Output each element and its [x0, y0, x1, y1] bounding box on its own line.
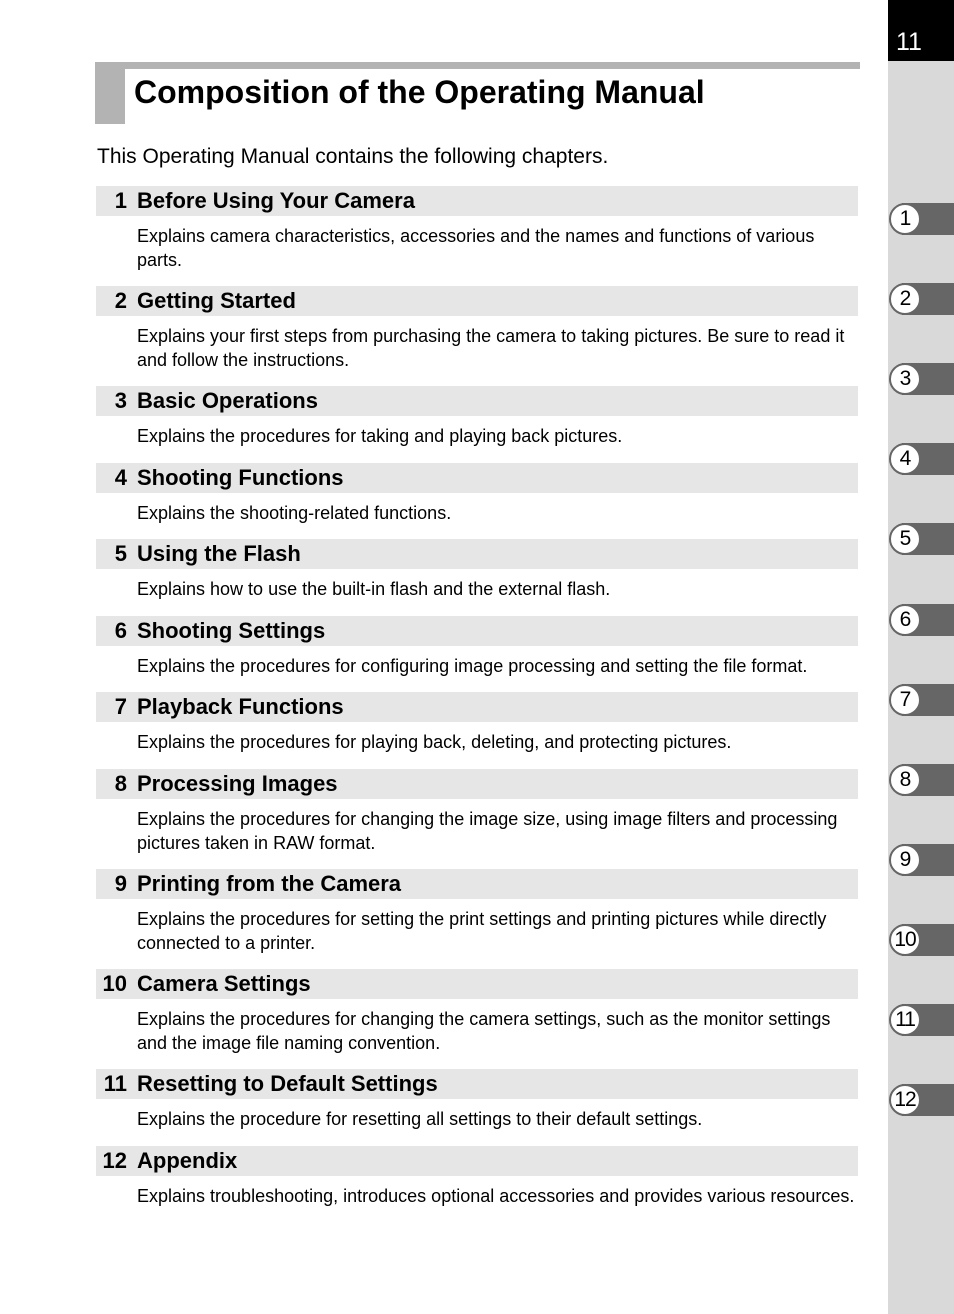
chapter-title: Shooting Settings	[137, 618, 326, 643]
chapter-heading	[96, 186, 858, 216]
chapter-heading	[96, 1069, 858, 1099]
chapter-description: Explains the procedures for taking and playing back pictures.	[137, 426, 623, 446]
chapter-description: Explains the procedures for changing the camera settings, such as the monitor settings and the image file naming convention.	[137, 1009, 831, 1053]
chapter-number: 2	[114, 288, 127, 313]
chapter-title: Shooting Functions	[137, 465, 344, 490]
chapter-heading	[96, 463, 858, 493]
chapter-heading	[96, 692, 858, 722]
chapter-tab-3[interactable]	[888, 363, 954, 395]
chapter-tab-1[interactable]	[888, 203, 954, 235]
page-title: Composition of the Operating Manual	[134, 74, 705, 110]
chapter-number: 10	[102, 971, 127, 996]
chapter-heading	[96, 286, 858, 316]
chapter-title: Appendix	[137, 1148, 238, 1173]
chapter-number: 7	[114, 694, 127, 719]
chapter-number: 5	[114, 541, 127, 566]
chapter-description: Explains the procedures for setting the print settings and printing pictures while directly connected to a printer.	[137, 909, 827, 953]
chapter-number: 8	[114, 771, 127, 796]
chapter-description: Explains your first steps from purchasing the camera to taking pictures. Be sure to read it and follow the instructions.	[137, 326, 845, 370]
tab-number: 3	[889, 363, 921, 395]
chapter-title: Basic Operations	[137, 388, 318, 413]
chapter-number: 11	[103, 1071, 127, 1096]
chapter-tab-8[interactable]	[888, 764, 954, 796]
tab-number: 7	[889, 684, 921, 716]
chapter-tab-4[interactable]	[888, 443, 954, 475]
chapter-number: 12	[102, 1148, 127, 1173]
chapter-heading	[96, 616, 858, 646]
chapter-index-sidebar	[888, 0, 954, 1314]
tab-number: 5	[889, 523, 921, 555]
chapter-tab-11[interactable]	[888, 1004, 954, 1036]
chapter-title: Playback Functions	[137, 694, 344, 719]
chapter-title: Printing from the Camera	[137, 871, 402, 896]
tab-number: 9	[889, 844, 921, 876]
chapter-number: 3	[114, 388, 127, 413]
chapter-description: Explains the procedure for resetting all settings to their default settings.	[137, 1109, 703, 1129]
chapter-description: Explains the procedures for configuring image processing and setting the file format.	[137, 656, 808, 676]
page-number: 11	[896, 28, 922, 56]
chapter-title: Resetting to Default Settings	[137, 1071, 438, 1096]
chapter-tab-2[interactable]	[888, 283, 954, 315]
chapter-description: Explains troubleshooting, introduces optional accessories and provides various resources.	[137, 1186, 855, 1206]
tab-number: 12	[889, 1084, 921, 1116]
tab-number: 8	[889, 764, 921, 796]
chapter-tab-7[interactable]	[888, 684, 954, 716]
intro-text: This Operating Manual contains the following chapters.	[97, 145, 609, 168]
chapter-tab-10[interactable]	[888, 924, 954, 956]
page-title-bar	[95, 62, 860, 124]
page-number-box	[888, 0, 954, 61]
chapter-heading	[96, 869, 858, 899]
chapter-title: Processing Images	[137, 771, 338, 796]
chapter-title: Before Using Your Camera	[137, 188, 415, 213]
chapter-heading	[96, 539, 858, 569]
chapter-description: Explains the procedures for playing back, deleting, and protecting pictures.	[137, 732, 732, 752]
chapter-title: Using the Flash	[137, 541, 301, 566]
chapter-heading	[96, 969, 858, 999]
chapter-description: Explains how to use the built-in flash and the external flash.	[137, 579, 611, 599]
tab-number: 1	[889, 203, 921, 235]
chapter-tab-5[interactable]	[888, 523, 954, 555]
chapter-number: 9	[114, 871, 127, 896]
chapter-tab-6[interactable]	[888, 604, 954, 636]
tab-number: 2	[889, 283, 921, 315]
chapter-number: 6	[114, 618, 127, 643]
chapter-tab-12[interactable]	[888, 1084, 954, 1116]
tab-number: 10	[889, 924, 921, 956]
tab-number: 11	[889, 1004, 921, 1036]
chapter-heading	[96, 386, 858, 416]
chapter-heading	[96, 769, 858, 799]
chapter-title: Camera Settings	[137, 971, 311, 996]
title-accent-block	[95, 62, 125, 124]
chapter-number: 4	[114, 465, 127, 490]
tab-number: 4	[889, 443, 921, 475]
title-rule	[95, 62, 860, 69]
chapter-title: Getting Started	[137, 288, 296, 313]
chapter-description: Explains the shooting-related functions.	[137, 503, 452, 523]
chapter-number: 1	[114, 188, 127, 213]
chapter-description: Explains camera characteristics, accessories and the names and functions of various parts.	[137, 226, 815, 270]
chapter-description: Explains the procedures for changing the image size, using image filters and processing pictures taken in RAW format.	[137, 809, 838, 853]
chapter-heading	[96, 1146, 858, 1176]
tab-number: 6	[889, 604, 921, 636]
chapter-tab-9[interactable]	[888, 844, 954, 876]
